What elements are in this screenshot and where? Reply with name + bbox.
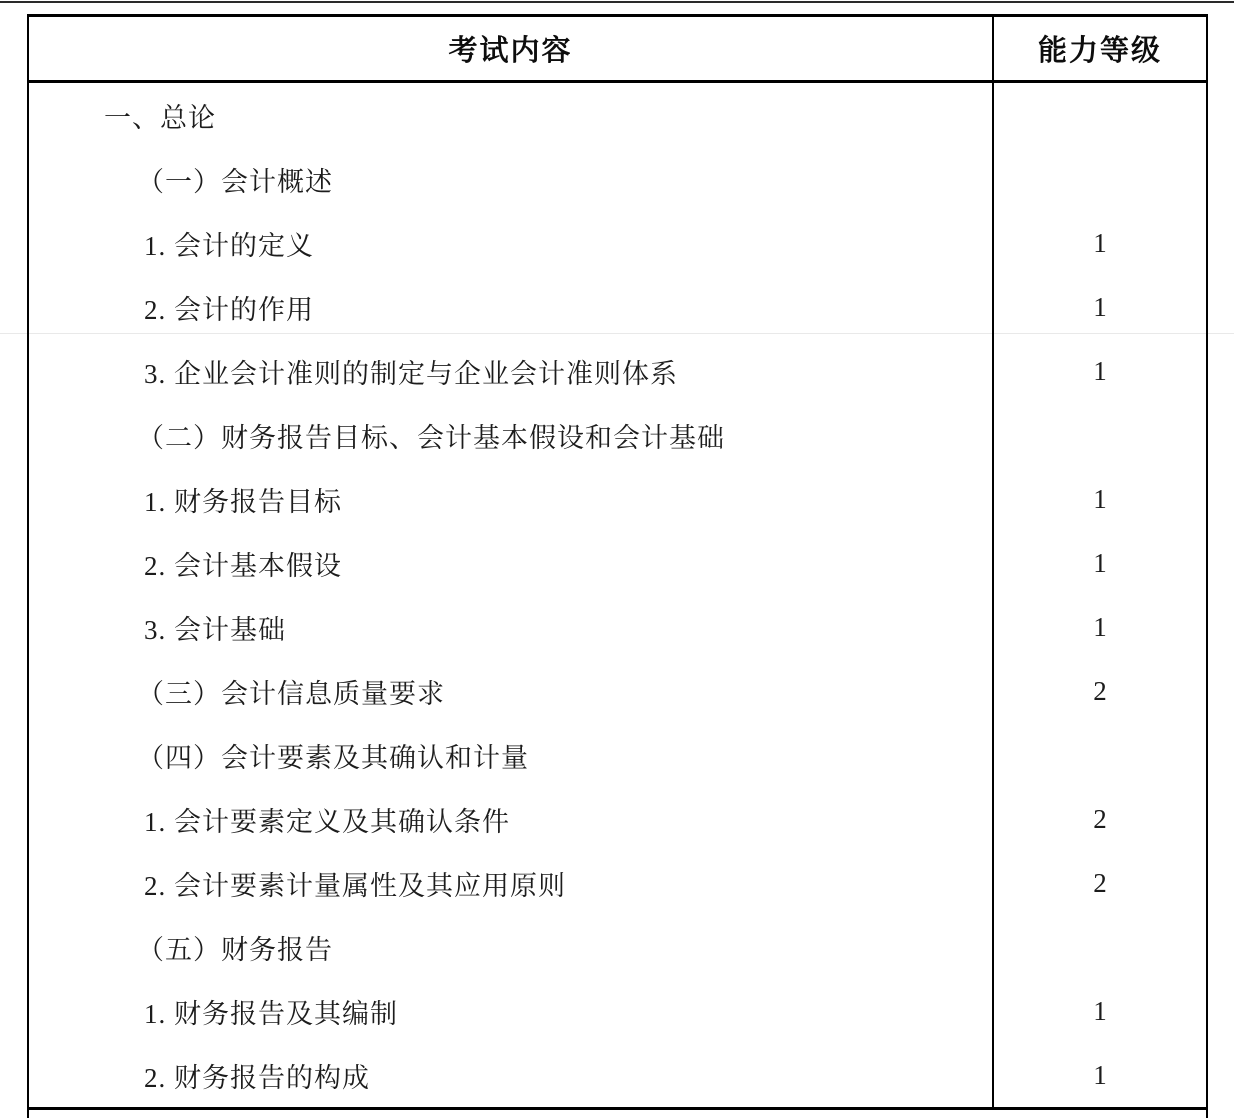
- row-content-cell: 2. 会计基本假设: [144, 550, 342, 581]
- table-row: [29, 787, 1206, 851]
- row-content-cell: 1. 会计的定义: [144, 230, 314, 261]
- row-level-cell: 1: [992, 467, 1206, 531]
- row-content-cell: 3. 企业会计准则的制定与企业会计准则体系: [144, 358, 678, 389]
- row-level-cell: 1: [992, 979, 1206, 1043]
- table-row: [29, 467, 1206, 531]
- table-row: [29, 531, 1206, 595]
- table-row: [29, 339, 1206, 403]
- row-level-cell: 1: [992, 595, 1206, 659]
- row-content-cell: 1. 会计要素定义及其确认条件: [144, 806, 510, 837]
- row-level-cell: [992, 915, 1206, 979]
- top-rule: [0, 1, 1234, 3]
- row-level-cell: 1: [992, 211, 1206, 275]
- table-row: [29, 659, 1206, 723]
- row-level-cell: 2: [992, 851, 1206, 915]
- row-content-cell: 2. 会计要素计量属性及其应用原则: [144, 870, 566, 901]
- row-level-cell: [992, 147, 1206, 211]
- row-level-cell: [992, 723, 1206, 787]
- table-row: [29, 595, 1206, 659]
- row-level-cell: 1: [992, 339, 1206, 403]
- row-level-cell: 1: [992, 275, 1206, 339]
- table-row: [29, 915, 1206, 979]
- table-row: [29, 979, 1206, 1043]
- row-level-cell: [992, 83, 1206, 147]
- next-section-top-edge: [29, 1107, 1206, 1118]
- syllabus-table: [27, 14, 1208, 1118]
- row-level-cell: 2: [992, 787, 1206, 851]
- row-level-cell: [992, 403, 1206, 467]
- row-content-cell: 2. 财务报告的构成: [144, 1062, 370, 1093]
- header-ability-level: 能力等级: [992, 17, 1206, 80]
- row-content-cell: 3. 会计基础: [144, 614, 286, 645]
- table-row: [29, 275, 1206, 339]
- table-row: [29, 147, 1206, 211]
- table-row: [29, 1043, 1206, 1107]
- table-row: [29, 851, 1206, 915]
- table-row: [29, 83, 1206, 147]
- row-level-cell: 1: [992, 531, 1206, 595]
- row-content-cell: 一、总论: [104, 102, 216, 133]
- table-row: [29, 723, 1206, 787]
- header-exam-content: 考试内容: [448, 35, 573, 67]
- table-header-row: [29, 17, 1206, 83]
- row-content-cell: （三）会计信息质量要求: [137, 678, 445, 709]
- row-content-cell: 1. 财务报告目标: [144, 486, 342, 517]
- row-content-cell: （四）会计要素及其确认和计量: [137, 742, 529, 773]
- table-row: [29, 211, 1206, 275]
- row-content-cell: （五）财务报告: [137, 934, 333, 965]
- row-level-cell: 1: [992, 1043, 1206, 1107]
- row-content-cell: 1. 财务报告及其编制: [144, 998, 398, 1029]
- row-content-cell: （二）财务报告目标、会计基本假设和会计基础: [137, 422, 725, 453]
- table-row: [29, 403, 1206, 467]
- row-content-cell: （一）会计概述: [137, 166, 333, 197]
- row-content-cell: 2. 会计的作用: [144, 294, 314, 325]
- table-body: [29, 83, 1206, 1107]
- row-level-cell: 2: [992, 659, 1206, 723]
